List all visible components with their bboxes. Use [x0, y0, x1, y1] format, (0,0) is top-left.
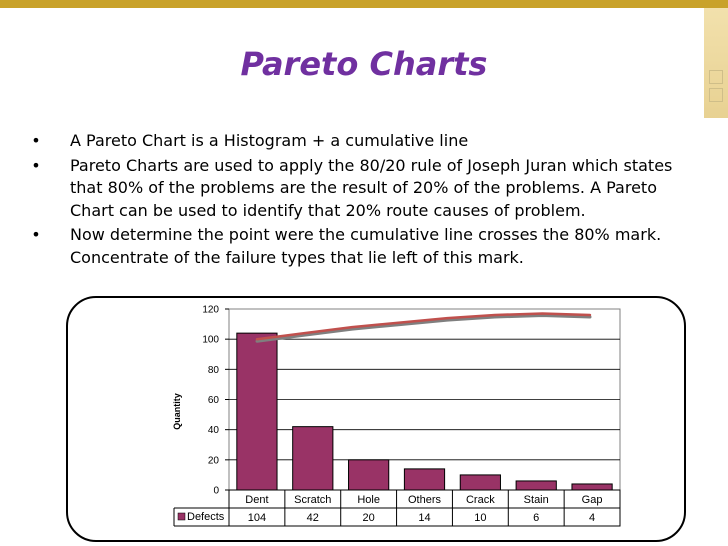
x-tick-label: Others [407, 494, 442, 506]
bullet-dot: • [31, 155, 41, 175]
bullet-text: Now determine the point were the cumulative line crosses the 80% mark. Concentrate of the failure types that lie left of this mark. [70, 225, 662, 267]
bar-others [404, 469, 444, 490]
bar-gap [572, 484, 612, 490]
y-axis-label: Quantity [172, 393, 182, 430]
bullet-dot: • [31, 225, 41, 244]
y-tick-label: 100 [202, 334, 219, 346]
legend-label: Defects [187, 511, 225, 523]
bullet-text: Pareto Charts are used to apply the 80/20 rule of Joseph Juran which states that 80% of the problems are the result of 20% of the problems. A Pareto Chart can be used to identify that 20% route causes of problem. [70, 155, 673, 220]
table-value: 10 [474, 512, 487, 524]
bar-hole [349, 460, 389, 490]
y-tick-label: 20 [207, 455, 219, 467]
bar-stain [516, 481, 556, 490]
bar-dent [237, 333, 277, 490]
y-tick-label: 80 [207, 364, 219, 376]
y-tick-label: 40 [207, 425, 219, 437]
bullet-dot: • [31, 131, 41, 150]
table-value: 104 [247, 512, 267, 524]
slide-title: Pareto Charts [240, 45, 488, 83]
table-value: 14 [418, 512, 431, 524]
x-tick-label: Hole [357, 494, 380, 506]
x-tick-label: Stain [523, 494, 549, 506]
x-tick-label: Dent [245, 494, 269, 506]
x-tick-label: Crack [465, 494, 495, 506]
y-tick-label: 0 [213, 485, 219, 497]
table-value: 20 [362, 512, 375, 524]
x-tick-label: Scratch [294, 494, 332, 506]
x-tick-label: Gap [581, 494, 603, 506]
table-value: 4 [589, 512, 596, 524]
legend-swatch [178, 513, 185, 520]
table-value: 6 [533, 512, 540, 524]
y-tick-label: 60 [207, 395, 219, 406]
bullet-text: A Pareto Chart is a Histogram + a cumulative line [70, 131, 469, 150]
bar-scratch [293, 427, 333, 490]
y-tick-label: 120 [202, 304, 219, 316]
bar-crack [460, 475, 500, 490]
table-value: 42 [306, 512, 319, 524]
